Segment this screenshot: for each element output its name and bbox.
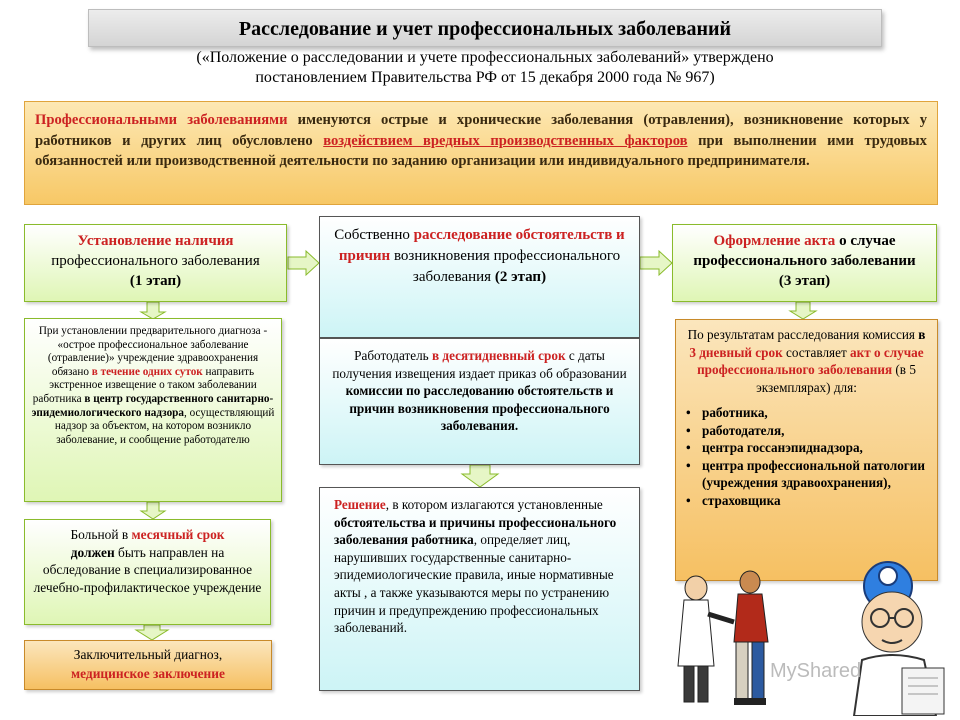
stage-3-label: (3 этап) [778, 273, 831, 289]
act-in: в [918, 327, 926, 342]
act-text-2: составляет [782, 344, 851, 360]
doctor-patient-illustration [664, 562, 784, 712]
stage-2-text-1: Собственно [334, 227, 414, 243]
decision-text-1: , в котором излагаются установленные [385, 497, 603, 512]
monthly-must: должен [70, 544, 115, 560]
list-item: • центра госсанэпиднадзора, [686, 439, 929, 457]
preliminary-text-1: При установлении предварительного диагноза - «острое профессиональное заболевание (отравление)» учреждение здравоохранения обязано [38, 325, 268, 378]
monthly-examination-box [24, 519, 271, 625]
stage-2-text-2: возникновения профессионального заболевания [390, 248, 621, 285]
stage-1-text: профессионального заболевания [51, 253, 260, 269]
decision-text-2: , определяет лиц, нарушивших государственные санитарно-эпидемиологические правила, иные нормативные акты , а также указываются меры по устранению причин и предупреждению профессиональных заболеваний. [334, 532, 614, 636]
preliminary-one-day: в течение одних суток [91, 365, 203, 378]
stage-3-text: о случае профессионального заболевании [693, 233, 916, 269]
final-diagnosis-box [24, 640, 272, 690]
arrow-stage1-down [141, 302, 165, 319]
act-three-days: 3 дневный срок [689, 344, 783, 360]
definition-text-1: именуются острые и хронические заболевания (отравления), возникновение которых у работников и других лиц обусловлено [35, 112, 927, 149]
definition-harmful-factors: воздействием вредных производственных факторов [323, 132, 688, 149]
arrow-stage3-down [790, 302, 816, 319]
subtitle-line-2: постановлением Правительства РФ от 15 декабря 2000 года № 967) [255, 69, 715, 86]
act-name: акт о случае профессионального заболевания [697, 344, 924, 377]
page-title: Расследование и учет профессиональных заболеваний [88, 9, 882, 47]
act-distribution-box [675, 319, 938, 581]
stage-2-label: (2 этап) [494, 269, 547, 285]
act-text-3: (в 5 экземплярах) для: [756, 362, 916, 395]
medical-conclusion: медицинское заключение [71, 666, 225, 681]
decision-causes: обстоятельства и причины профессионального заболевания работника [334, 514, 617, 548]
commission-ten-days: в десятидневный срок [431, 348, 566, 363]
monthly-text-2: быть направлен на обследование в специализированное лечебно-профилактическое учреждение [33, 544, 262, 595]
monthly-text-1: Больной в [70, 527, 132, 542]
stage-3-box [672, 224, 937, 302]
doctor-portrait-illustration [832, 556, 956, 716]
stage-1-label: (1 этап) [129, 273, 182, 289]
arrow-stage2-to-stage3 [640, 251, 672, 275]
list-item: • работника, [686, 404, 929, 422]
stage-2-box [319, 216, 640, 338]
act-recipients-list [684, 404, 929, 509]
arrow-center1-to-center2 [462, 465, 498, 487]
arrow-stage1-to-stage2 [288, 251, 319, 275]
commission-name: комиссии по расследованию обстоятельств и причин возникновения профессионального заболевания. [345, 383, 614, 433]
act-text-1: По результатам расследования комиссия [687, 327, 919, 342]
commission-text-2: с даты получения извещения издает приказ об образовании [332, 348, 627, 381]
doctor-head [862, 562, 922, 652]
decision-box [319, 487, 640, 691]
list-item: • страховщика [686, 492, 929, 510]
definition-term: Профессиональными заболеваниями [35, 112, 288, 128]
stage-2-heading: расследование обстоятельств и причин [338, 227, 625, 264]
arrow-left2-to-left3 [136, 625, 168, 640]
monthly-term: месячный срок [131, 527, 225, 542]
doctor-figure [678, 576, 734, 702]
preliminary-text-3: , осуществляющий надзор за объектом, на котором возникло заболевание, и сообщение работодателю [54, 406, 275, 446]
commission-order-box [319, 338, 640, 465]
preliminary-text-2: направить экстренное извещение о таком заболевании работника [32, 365, 257, 405]
final-diagnosis-text: Заключительный диагноз, [73, 647, 223, 662]
stage-1-heading: Установление наличия [77, 233, 234, 249]
doctor-coat [854, 655, 944, 716]
decision-heading: Решение [334, 497, 386, 512]
stage-3-heading: Оформление акта [713, 233, 836, 249]
stage-1-box [24, 224, 287, 302]
preliminary-center: в центр государственного санитарно-эпидемиологического надзора [31, 392, 274, 419]
patient-figure [734, 571, 768, 705]
arrow-left1-to-left2 [141, 502, 165, 519]
list-item: • центра профессиональной патологии (учреждения здравоохранения), [686, 457, 929, 492]
watermark-text: MyShared [770, 660, 862, 682]
definition-text-2: при выполнении ими трудовых обязанностей или производственной деятельности по заданию организации или индивидуального предпринимателя. [35, 132, 927, 169]
list-item: • работодателя, [686, 422, 929, 440]
subtitle-line-1: («Положение о расследовании и учете профессиональных заболеваний» утверждено [196, 49, 774, 66]
preliminary-diagnosis-box [24, 318, 282, 502]
commission-text-1: Работодатель [354, 348, 432, 363]
